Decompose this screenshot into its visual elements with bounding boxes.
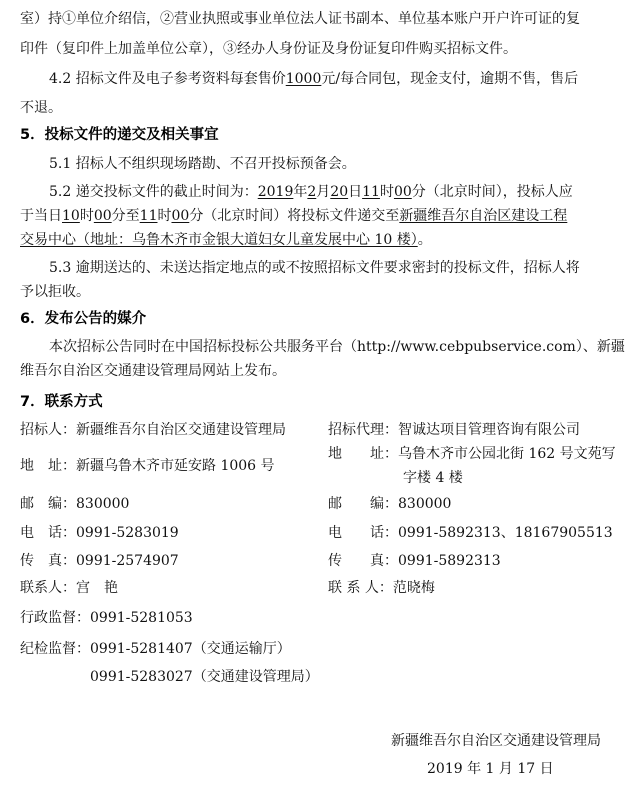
discipline-supervision-2: 0991-5283027（交通建设管理局）: [90, 669, 319, 685]
para-5-3-line-1: 5.3 逾期送达的、未送达指定地点的或不按照招标文件要求密封的投标文件，招标人将: [49, 260, 580, 276]
document-price: 1000: [285, 71, 322, 87]
deadline-minute: 00: [393, 184, 412, 200]
para-5-1: 5.1 招标人不组织现场踏勘、不召开投标预备会。: [49, 156, 356, 172]
para-5-2-line-3: [20, 231, 432, 249]
signature-date: 2019 年 1 月 17 日: [427, 761, 554, 777]
agent-fax: 传 真：0991-5892313: [328, 553, 501, 569]
para-4-2-text: 4.2 招标文件及电子参考资料每套售价: [49, 71, 286, 87]
deadline-label: 5.2 递交投标文件的截止时间为：: [49, 184, 258, 200]
month-unit: 月: [316, 184, 331, 200]
period: 。: [417, 232, 432, 248]
para-6-line-2: 维吾尔自治区交通建设管理局网站上发布。: [20, 363, 286, 379]
signature-org: 新疆维吾尔自治区交通建设管理局: [391, 733, 601, 749]
hour-unit: 时: [379, 184, 394, 200]
para-4-2-line-1: [49, 70, 578, 88]
start-minute: 00: [93, 208, 112, 224]
submission-place-2: 交易中心（地址：乌鲁木齐市金银大道妇女儿童发展中心 10 楼）: [20, 232, 418, 248]
end-hour-unit: 时: [157, 208, 172, 224]
para-4-1-line-2: 印件（复印件上加盖单位公章），③经办人身份证及身份证复印件购买招标文件。: [20, 41, 517, 57]
deadline-hour: 11: [362, 184, 380, 200]
start-minute-unit: 分至: [111, 208, 140, 224]
agent-phone: 电 话：0991-5892313、18167905513: [328, 525, 613, 541]
year-unit: 年: [293, 184, 308, 200]
discipline-supervision-1: 纪检监督：0991-5281407（交通运输厅）: [20, 641, 291, 657]
para-5-2-line-2: [20, 207, 567, 225]
submission-text: 分（北京时间）将投标文件递交至: [189, 208, 400, 224]
admin-supervision: 行政监督：0991-5281053: [20, 610, 193, 626]
start-hour-unit: 时: [79, 208, 94, 224]
deadline-year: 2019: [257, 184, 294, 200]
para-6-line-1: 本次招标公告同时在中国招标投标公共服务平台（http://www.cebpubservice.com）、新疆: [49, 339, 625, 355]
agent: 招标代理：智诚达项目管理咨询有限公司: [328, 422, 580, 438]
para-4-2-text-b: 元/每合同包，现金支付，逾期不售，售后: [321, 71, 579, 87]
start-hour: 10: [62, 208, 80, 224]
deadline-tail: 分（北京时间），投标人应: [411, 184, 573, 200]
section-6-heading: 6．发布公告的媒介: [20, 311, 147, 327]
submission-place-1: 新疆维吾尔自治区建设工程: [399, 208, 568, 224]
tenderer-address: 地 址：新疆乌鲁木齐市延安路 1006 号: [20, 458, 275, 474]
tenderer-postcode: 邮 编：830000: [20, 496, 130, 512]
same-day-label: 于当日: [20, 208, 62, 224]
day-unit: 日: [348, 184, 363, 200]
agent-address-line-1: 地 址：乌鲁木齐市公园北街 162 号文苑写: [328, 446, 616, 462]
deadline-month: 2: [307, 184, 317, 200]
para-5-2-line-1: [49, 183, 573, 201]
tenderer-fax: 传 真：0991-2574907: [20, 553, 179, 569]
tenderer-contact: 联系人：宫 艳: [20, 580, 118, 596]
section-5-heading: 5．投标文件的递交及相关事宜: [20, 127, 219, 143]
agent-address-line-2: 字楼 4 楼: [403, 470, 463, 486]
end-hour: 11: [139, 208, 158, 224]
section-7-heading: 7．联系方式: [20, 394, 103, 410]
deadline-day: 20: [330, 184, 349, 200]
agent-contact: 联 系 人：范晓梅: [328, 580, 435, 596]
para-4-1-line-1: 室）持①单位介绍信，②营业执照或事业单位法人证书副本、单位基本账户开户许可证的复: [20, 11, 580, 27]
tenderer: 招标人：新疆维吾尔自治区交通建设管理局: [20, 422, 286, 438]
tenderer-phone: 电 话：0991-5283019: [20, 525, 179, 541]
end-minute: 00: [171, 208, 190, 224]
para-5-3-line-2: 予以拒收。: [20, 284, 90, 300]
para-4-2-line-2: 不退。: [20, 100, 62, 116]
agent-postcode: 邮 编：830000: [328, 496, 452, 512]
